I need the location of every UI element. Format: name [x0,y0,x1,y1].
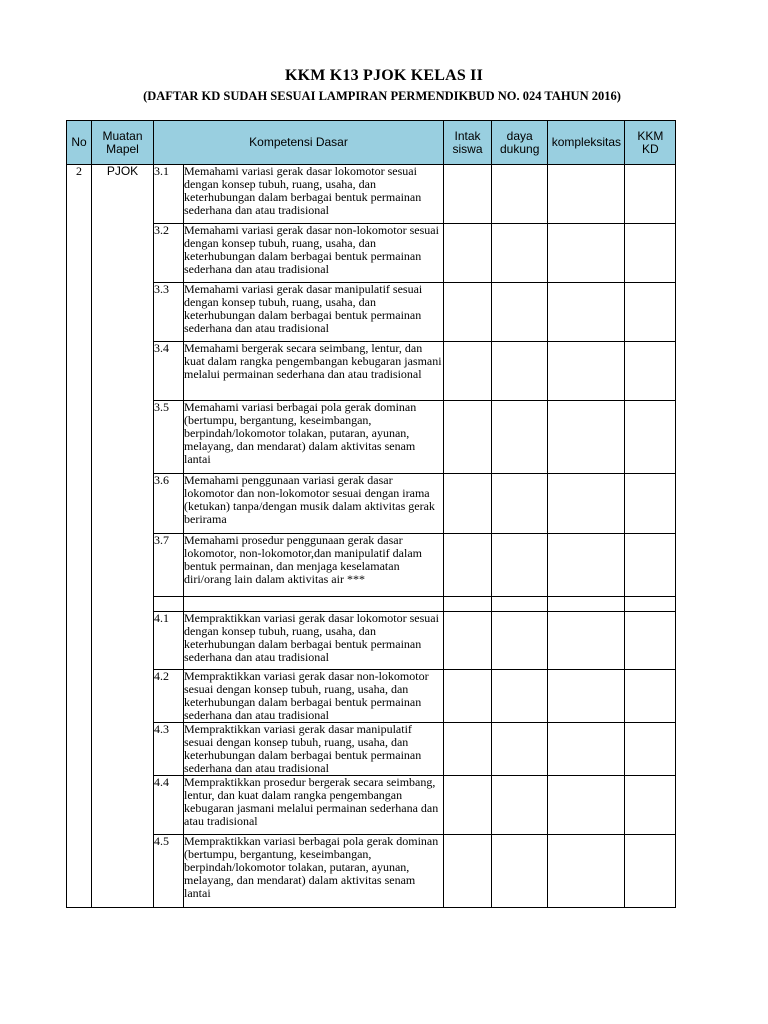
kd-text: Memahami variasi gerak dasar manipulatif sesuai dengan konsep tubuh, ruang, usaha, dan keterhubungan dalam berbagai bentuk permainan sederhana dan atau tradisional [184,283,444,342]
intak-cell [444,534,492,597]
document-title: KKM K13 PJOK KELAS II [285,67,483,84]
kkm-cell [625,224,676,283]
header-no: No [67,121,92,165]
row-number: 2 [67,165,92,908]
kompleksitas-cell [548,670,625,723]
kd-text: Memahami variasi berbagai pola gerak dominan (bertumpu, bergantung, keseimbangan, berpindah/lokomotor tolakan, putaran, ayunan, melayang, dan mendarat) dalam aktivitas senam lantai [184,401,444,474]
kompleksitas-cell [548,597,625,612]
kompleksitas-cell [548,723,625,776]
intak-cell [444,597,492,612]
kd-number: 3.5 [154,401,184,474]
daya-cell [492,597,548,612]
table-row [67,283,676,342]
kd-number [154,597,184,612]
kkm-cell [625,165,676,224]
kd-text: Mempraktikkan variasi gerak dasar manipulatif sesuai dengan konsep tubuh, ruang, usaha, dan keterhubungan dalam berbagai bentuk permainan sederhana dan atau tradisional [184,723,444,776]
intak-cell [444,776,492,835]
table-row [67,835,676,908]
intak-cell [444,165,492,224]
kompleksitas-cell [548,224,625,283]
header-intak-siswa: Intak siswa [444,121,492,165]
kd-text: Mempraktikkan variasi gerak dasar non-lokomotor sesuai dengan konsep tubuh, ruang, usaha, dan keterhubungan dalam berbagai bentuk permainan sederhana dan atau tradisional [184,670,444,723]
kd-text: Memahami bergerak secara seimbang, lentur, dan kuat dalam rangka pengembangan kebugaran jasmani melalui permainan sederhana dan atau tradisional [184,342,444,401]
kkm-cell [625,776,676,835]
header-daya-dukung: daya dukung [492,121,548,165]
daya-cell [492,283,548,342]
table-row [67,776,676,835]
kkm-table [66,120,676,908]
kd-text: Mempraktikkan prosedur bergerak secara seimbang, lentur, dan kuat dalam rangka pengembangan kebugaran jasmani melalui permainan sederhana dan atau tradisional [184,776,444,835]
intak-cell [444,283,492,342]
intak-cell [444,224,492,283]
kd-number: 4.1 [154,612,184,670]
header-muatan-mapel: Muatan Mapel [92,121,154,165]
kompleksitas-cell [548,401,625,474]
intak-cell [444,401,492,474]
daya-cell [492,612,548,670]
daya-cell [492,342,548,401]
kompleksitas-cell [548,474,625,534]
table-row [67,401,676,474]
table-row [67,723,676,776]
intak-cell [444,474,492,534]
daya-cell [492,835,548,908]
daya-cell [492,165,548,224]
intak-cell [444,612,492,670]
kd-text: Memahami prosedur penggunaan gerak dasar lokomotor, non-lokomotor,dan manipulatif dalam bentuk permainan, dan menjaga keselamatan diri/orang lain dalam aktivitas air *** [184,534,444,597]
kd-text: Memahami variasi gerak dasar non-lokomotor sesuai dengan konsep tubuh, ruang, usaha, dan keterhubungan dalam berbagai bentuk permainan sederhana dan atau tradisional [184,224,444,283]
daya-cell [492,776,548,835]
table-row [67,534,676,597]
intak-cell [444,835,492,908]
kd-text: Memahami variasi gerak dasar lokomotor sesuai dengan konsep tubuh, ruang, usaha, dan keterhubungan dalam berbagai bentuk permainan sederhana dan atau tradisional [184,165,444,224]
kd-number: 4.4 [154,776,184,835]
kkm-cell [625,534,676,597]
kompleksitas-cell [548,612,625,670]
intak-cell [444,723,492,776]
kompleksitas-cell [548,165,625,224]
kd-number: 4.5 [154,835,184,908]
table-row [67,612,676,670]
header-kompleksitas: kompleksitas [548,121,625,165]
kd-number: 4.3 [154,723,184,776]
kkm-cell [625,612,676,670]
daya-cell [492,670,548,723]
kkm-cell [625,670,676,723]
kkm-cell [625,342,676,401]
kkm-cell [625,474,676,534]
kkm-cell [625,283,676,342]
kd-text: Memahami penggunaan variasi gerak dasar lokomotor dan non-lokomotor sesuai dengan irama (ketukan) tanpa/dengan musik dalam aktivitas gerak berirama [184,474,444,534]
table-row [67,670,676,723]
kd-number: 3.3 [154,283,184,342]
kd-text [184,597,444,612]
kkm-cell [625,597,676,612]
kd-number: 3.6 [154,474,184,534]
kd-number: 3.7 [154,534,184,597]
intak-cell [444,342,492,401]
kd-text: Mempraktikkan variasi gerak dasar lokomotor sesuai dengan konsep tubuh, ruang, usaha, dan keterhubungan dalam berbagai bentuk permainan sederhana dan atau tradisional [184,612,444,670]
daya-cell [492,401,548,474]
kd-number: 3.2 [154,224,184,283]
table-row [67,597,676,612]
header-kompetensi-dasar: Kompetensi Dasar [154,121,444,165]
kompleksitas-cell [548,534,625,597]
table-row [67,224,676,283]
kkm-cell [625,723,676,776]
kompleksitas-cell [548,776,625,835]
kompleksitas-cell [548,835,625,908]
kompleksitas-cell [548,283,625,342]
daya-cell [492,224,548,283]
daya-cell [492,474,548,534]
table-header-row [67,121,676,165]
row-muatan-mapel: PJOK [92,165,154,908]
kd-number: 4.2 [154,670,184,723]
daya-cell [492,534,548,597]
table-row [67,342,676,401]
daya-cell [492,723,548,776]
kkm-cell [625,401,676,474]
intak-cell [444,670,492,723]
table-row [67,165,676,224]
header-kkm-kd: KKM KD [625,121,676,165]
kkm-cell [625,835,676,908]
kompleksitas-cell [548,342,625,401]
kd-number: 3.4 [154,342,184,401]
kd-text: Mempraktikkan variasi berbagai pola gerak dominan (bertumpu, bergantung, keseimbangan, berpindah/lokomotor tolakan, putaran, ayunan, melayang, dan mendarat) dalam aktivitas senam lantai [184,835,444,908]
kd-number: 3.1 [154,165,184,224]
document-subtitle: (DAFTAR KD SUDAH SESUAI LAMPIRAN PERMENDIKBUD NO. 024 TAHUN 2016) [143,89,621,103]
table-row [67,474,676,534]
